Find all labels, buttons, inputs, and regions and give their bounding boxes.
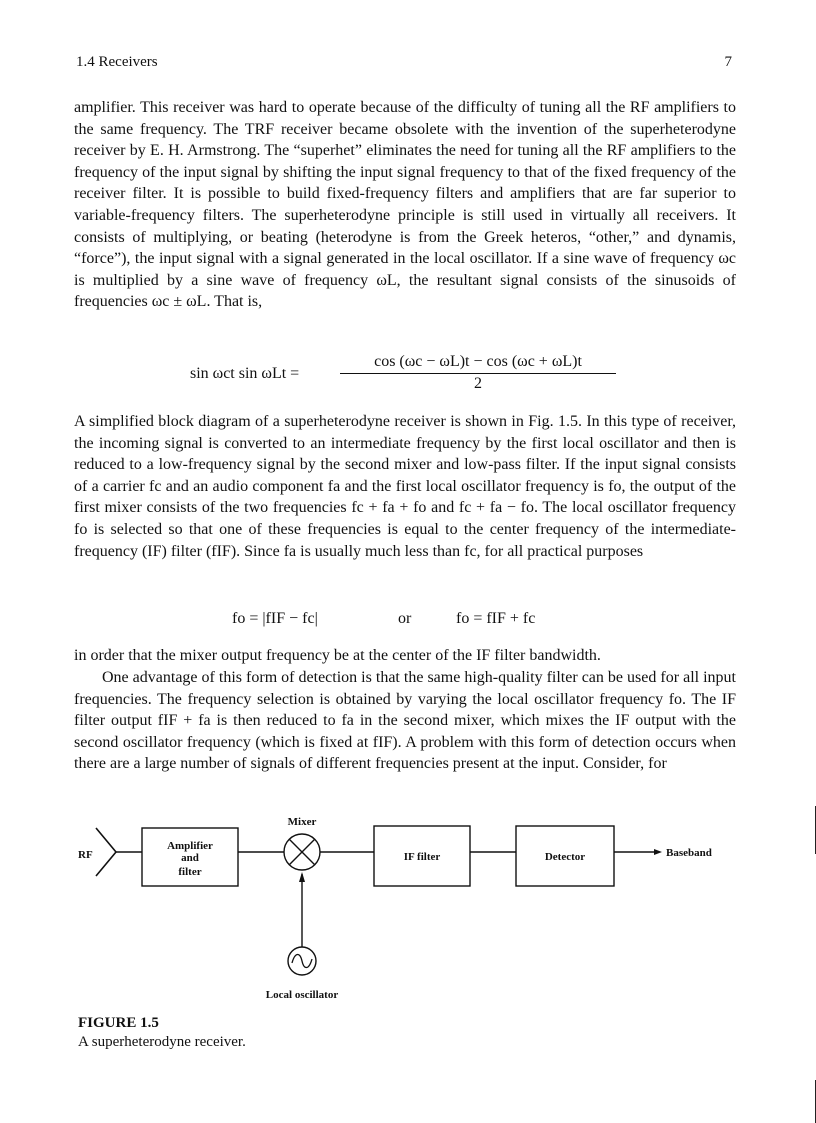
paragraph-block-diagram: A simplified block diagram of a superheterodyne receiver is shown in Fig. 1.5. In this type of receiver, the incoming signal is converted to an intermediate frequency by the first local oscillator and then is reduced to a low-frequency signal by the second mixer and low-pass filter. If the input signal consists of a carrier fc and an audio component fa and the first local oscillator frequency is fo, the output of the first mixer consists of the two frequencies fc + fa + fo and fc + fa − fo. The local oscillator frequency fo is selected so that one of these frequencies is equal to the center frequency of the intermediate-frequency (IF) filter (fIF). Since fa is usually much less than fc, for all practical purposes [74, 413, 736, 560]
equation-right: fo = fIF + fc [456, 610, 536, 627]
page-number: 7 [724, 54, 732, 70]
arrowhead-icon [654, 849, 662, 855]
equation-fraction [340, 353, 616, 393]
block-diagram [70, 800, 750, 1010]
figure-caption: A superheterodyne receiver. [78, 1034, 246, 1050]
equation-product-identity [190, 353, 630, 397]
amplifier-label-line2: and [181, 852, 199, 864]
amplifier-label-line1: Amplifier [167, 840, 213, 852]
equation-denominator: 2 [474, 375, 482, 392]
section-title: 1.4 Receivers [76, 54, 158, 70]
detector-label: Detector [544, 851, 586, 863]
equation-numerator: cos (ωc − ωL)t − cos (ωc + ωL)t [340, 353, 616, 374]
local-oscillator-label: Local oscillator [265, 989, 339, 1001]
equation-left: fo = |fIF − fc| [232, 610, 318, 627]
if-filter-label: IF filter [403, 851, 441, 863]
paragraph-superhet-intro: amplifier. This receiver was hard to operate because of the difficulty of tuning all the RF amplifiers to the same frequency. The TRF receiver became obsolete with the invention of the superheterodyne receiver by E. H. Armstrong. The “superhet” eliminates the need for tuning all the RF amplifiers to the frequency of the input signal by shifting the input signal frequency to that of the fixed frequency of the receiver filter. It is possible to build fixed-frequency filters and amplifiers that are far superior to variable-frequency filters. The superheterodyne principle is still used in virtually all receivers. It consists of multiplying, or beating (heterodyne is from the Greek heteros, “other,” and dynamis, “force”), the input signal with a signal generated in the local oscillator. If a sine wave of frequency ωc is multiplied by a sine wave of frequency ωL, the resultant signal consists of the sinusoids of frequencies ωc ± ωL. That is, [74, 99, 736, 311]
rf-label: RF [78, 849, 93, 861]
paragraph-if-center: in order that the mixer output frequency be at the center of the IF filter bandwidth. [74, 647, 601, 664]
antenna-icon [96, 828, 116, 876]
paragraph-advantage: One advantage of this form of detection is that the same high-quality filter can be used for all input frequencies. The frequency selection is obtained by varying the local oscillator frequency fo. The IF filter output fIF + fa is then reduced to fa in the second mixer, which mixes the IF output with the second oscillator frequency (which is fixed at fIF). A problem with this form of detection occurs when there are a large number of signals of different frequencies present at the input. Consider, for [74, 669, 736, 773]
figure-number: FIGURE 1.5 [78, 1015, 159, 1031]
mixer-label: Mixer [287, 816, 317, 828]
oscillator-arrowhead-icon [299, 872, 305, 882]
amplifier-label-line3: filter [178, 866, 202, 878]
equation-connector: or [398, 610, 412, 627]
figure-superhet-diagram [70, 800, 750, 1010]
baseband-label: Baseband [666, 847, 712, 859]
equation-lhs: sin ωct sin ωLt = [190, 365, 300, 382]
